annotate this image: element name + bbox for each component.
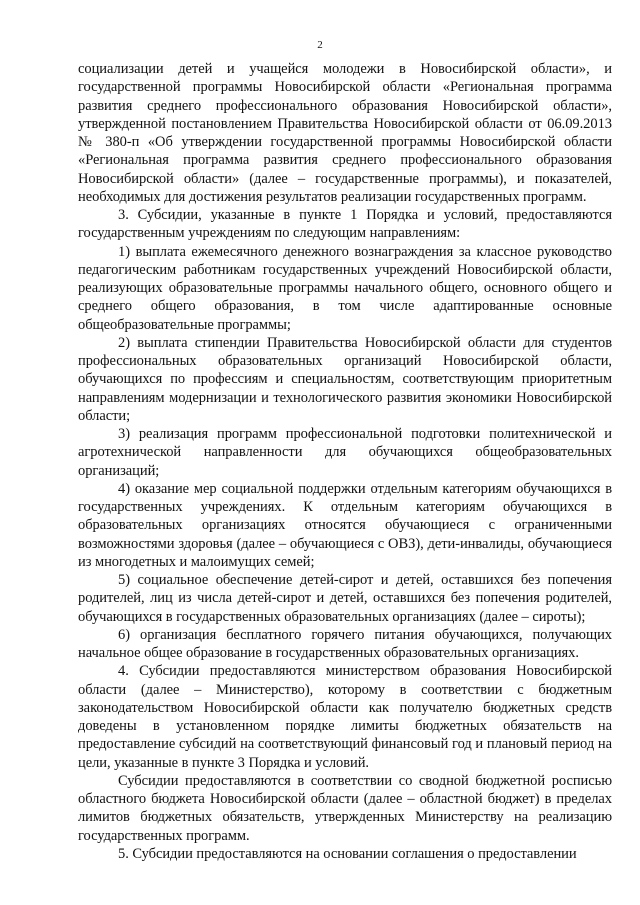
- paragraph-item-3-4: 4) оказание мер социальной поддержки отдельным категориям обучающихся в государственных учреждениях. К отдельным категориям обучающихся в образовательных организациях относятся обучающиеся с ограниченными возможностями здоровья (далее – обучающиеся с ОВЗ), дети-инвалиды, обучающиеся из многодетных и малоимущих семей;: [78, 480, 612, 570]
- paragraph-item-4-note: Субсидии предоставляются в соответствии со сводной бюджетной росписью областного бюджета Новосибирской области (далее – областной бюджет) в пределах лимитов бюджетных обязательств, утвержденных Министерству на реализацию государственных программ.: [78, 772, 612, 844]
- page-number: 2: [317, 39, 323, 51]
- paragraph-item-3-6: 6) организация бесплатного горячего питания обучающихся, получающих начальное общее образование в государственных образовательных организациях.: [78, 626, 612, 661]
- body-text: [78, 60, 612, 863]
- paragraph-item-3-5: 5) социальное обеспечение детей-сирот и детей, оставшихся без попечения родителей, лиц из числа детей-сирот и детей, оставшихся без попечения родителей, обучающихся в государственных образовательных организациях (далее – сироты);: [78, 572, 612, 625]
- paragraph-item-3-3: 3) реализация программ профессиональной подготовки политехнической и агротехнической направленности для обучающихся общеобразовательных организаций;: [78, 426, 612, 479]
- paragraph-item-3: 3. Субсидии, указанные в пункте 1 Порядка и условий, предоставляются государственным учреждениям по следующим направлениям:: [78, 207, 612, 242]
- paragraph-item-4: 4. Субсидии предоставляются министерством образования Новосибирской области (далее – Министерство), которому в соответствии с бюджетным законодательством Новосибирской области как получателю бюджетных средств доведены в установленном порядке лимиты бюджетных обязательств на предоставление субсидий на соответствующий финансовый год и плановый период на цели, указанные в пункте 3 Порядка и условий.: [78, 663, 612, 771]
- paragraph-item-5: 5. Субсидии предоставляются на основании соглашения о предоставлении: [118, 845, 577, 862]
- paragraph-item-3-2: 2) выплата стипендии Правительства Новосибирской области для студентов профессиональных образовательных организаций Новосибирской области, обучающихся по профессиям и специальностям, соответствующим приоритетным направлениям модернизации и технологического развития экономики Новосибирской области;: [78, 334, 612, 424]
- paragraph-continuation: социализации детей и учащейся молодежи в Новосибирской области», и государственной программы Новосибирской области «Региональная программа развития среднего профессионального образования Новосибирской области», утвержденной постановлением Правительства Новосибирской области от 06.09.2013 № 380-п «Об утверждении государственной программы Новосибирской области «Региональная программа развития среднего профессионального образования Новосибирской области» (далее – государственные программы), и показателей, необходимых для достижения результатов реализации государственных программ.: [78, 61, 612, 205]
- paragraph-item-3-1: 1) выплата ежемесячного денежного вознаграждения за классное руководство педагогическим работникам государственных учреждений Новосибирской области, реализующих образовательные программы начального общего, основного общего и среднего общего образования, в том числе адаптированные основные общеобразовательные программы;: [78, 243, 612, 333]
